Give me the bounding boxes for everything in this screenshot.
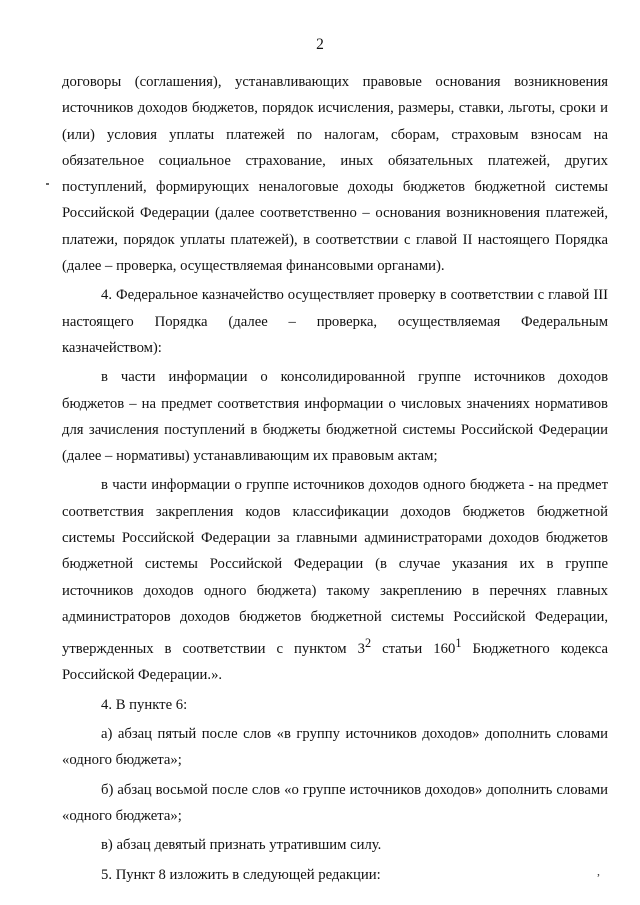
paragraph-item-4-treasury: 4. Федеральное казначейство осуществляет проверку в соответствии с главой III настоящего Порядка (далее – проверка, осуществляемая Федеральным казначейством): (62, 287, 608, 356)
text-segment: статьи 160 (371, 641, 456, 658)
scan-artifact (46, 183, 49, 185)
amendment-subitem-a: а) абзац пятый после слов «в группу источников доходов» дополнить словами «одного бюджета»; (62, 726, 608, 769)
amendment-subitem-b: б) абзац восьмой после слов «о группе источников доходов» дополнить словами «одного бюджета»; (62, 781, 608, 824)
document-body (62, 69, 608, 888)
scan-artifact: , (597, 864, 600, 878)
amendment-subitem-v: в) абзац девятый признать утратившим силу. (101, 837, 382, 854)
text-segment: Бюджетного кодекса Российской Федерации.». (62, 641, 608, 684)
page-number: 2 (316, 36, 324, 53)
paragraph-consolidated-group: в части информации о консолидированной группе источников доходов бюджетов – на предмет соответствия информации о числовых значениях нормативов для зачисления поступлений в бюджеты бюджетной системы Российской Федерации (далее – нормативы) устанавливающим их правовым актам; (62, 369, 608, 465)
paragraph-continuation: договоры (соглашения), устанавливающих правовые основания возникновения источников доходов бюджетов, порядок исчисления, размеры, ставки, льготы, сроки и (или) условия уплаты платежей по налогам, сборам, страховым взносам на обязательное социальное страхование, иных обязательных платежей, других поступлений, формирующих неналоговые доходы бюджетов бюджетной системы Российской Федерации (далее соответственно – основания возникновения платежей, платежи, порядок уплаты платежей), в соответствии с главой II настоящего Порядка (далее – проверка, осуществляемая финансовыми органами). (62, 74, 608, 275)
amendment-item-4: 4. В пункте 6: (101, 696, 188, 713)
text-segment: в части информации о группе источников доходов одного бюджета - на предмет соответствия закрепления кодов классификации доходов бюджетов бюджетной системы Российской Федерации за главными администраторами доходов бюджетов бюджетной системы Российской Федерации (в случае указания их в группе источников доходов одного бюджета) такому закреплению в перечнях главных администраторов доходов бюджетов бюджетной системы Российской Федерации, утвержденных в соответствии с пунктом 3 (62, 477, 608, 658)
paragraph-single-budget-group (62, 472, 608, 688)
superscript: 1 (455, 636, 462, 651)
superscript: 2 (364, 636, 372, 651)
amendment-item-5: 5. Пункт 8 изложить в следующей редакции: (101, 866, 381, 883)
